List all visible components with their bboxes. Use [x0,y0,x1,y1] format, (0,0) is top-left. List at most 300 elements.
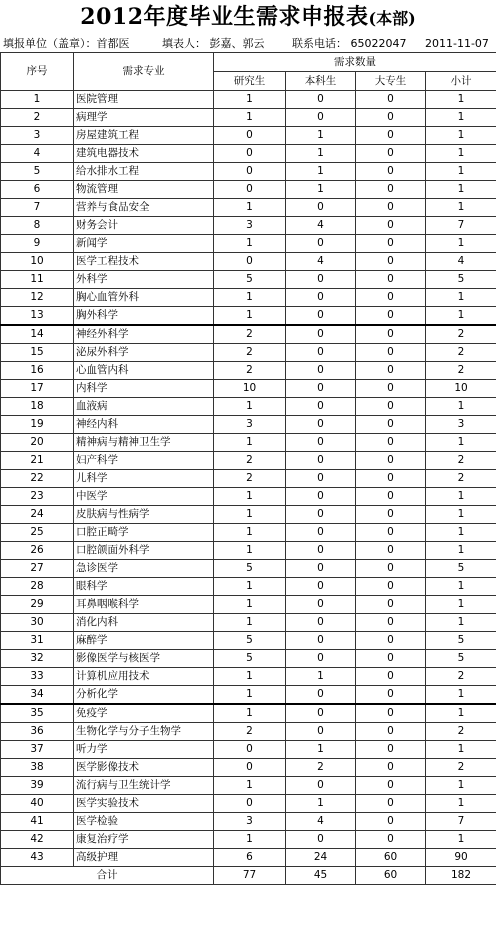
row-subtotal: 1 [426,434,496,452]
table-row [1,759,496,777]
row-subtotal: 2 [426,470,496,488]
table-row [1,253,496,271]
row-college: 0 [356,813,426,831]
row-bachelor: 0 [286,452,356,470]
row-college: 0 [356,596,426,614]
table-row [1,127,496,145]
row-college: 0 [356,163,426,181]
row-seq: 9 [1,235,74,253]
row-college: 0 [356,109,426,127]
row-seq: 7 [1,199,74,217]
row-grad: 0 [214,163,286,181]
row-college: 0 [356,434,426,452]
row-major: 营养与食品安全 [74,199,214,217]
row-bachelor: 0 [286,434,356,452]
row-subtotal: 1 [426,199,496,217]
table-row [1,795,496,813]
row-seq: 33 [1,668,74,686]
row-bachelor: 1 [286,181,356,199]
row-bachelor: 0 [286,109,356,127]
row-seq: 23 [1,488,74,506]
row-bachelor: 0 [286,704,356,723]
info-line [0,35,496,52]
row-seq: 2 [1,109,74,127]
row-bachelor: 1 [286,741,356,759]
table-row [1,650,496,668]
row-seq: 41 [1,813,74,831]
row-seq: 43 [1,849,74,867]
table-row [1,542,496,560]
row-grad: 2 [214,723,286,741]
table-row [1,668,496,686]
row-bachelor: 0 [286,578,356,596]
row-seq: 22 [1,470,74,488]
row-seq: 17 [1,380,74,398]
row-seq: 21 [1,452,74,470]
row-subtotal: 1 [426,307,496,326]
row-college: 0 [356,416,426,434]
row-bachelor: 1 [286,668,356,686]
table-row [1,416,496,434]
row-major: 口腔颌面外科学 [74,542,214,560]
row-subtotal: 1 [426,398,496,416]
row-grad: 1 [214,704,286,723]
row-college: 0 [356,344,426,362]
row-bachelor: 24 [286,849,356,867]
row-major: 外科学 [74,271,214,289]
header-subtotal: 小计 [426,72,496,91]
row-subtotal: 1 [426,614,496,632]
row-bachelor: 1 [286,145,356,163]
row-college: 0 [356,506,426,524]
row-seq: 25 [1,524,74,542]
table-row [1,686,496,705]
row-seq: 5 [1,163,74,181]
row-major: 皮肤病与性病学 [74,506,214,524]
row-major: 中医学 [74,488,214,506]
table-row [1,91,496,109]
row-seq: 15 [1,344,74,362]
row-major: 物流管理 [74,181,214,199]
table-row [1,109,496,127]
row-major: 消化内科 [74,614,214,632]
row-grad: 1 [214,289,286,307]
row-college: 0 [356,542,426,560]
row-bachelor: 4 [286,813,356,831]
row-subtotal: 10 [426,380,496,398]
table-row [1,506,496,524]
row-subtotal: 1 [426,145,496,163]
row-college: 0 [356,723,426,741]
row-grad: 6 [214,849,286,867]
row-major: 医院管理 [74,91,214,109]
row-major: 耳鼻咽喉科学 [74,596,214,614]
row-major: 病理学 [74,109,214,127]
row-seq: 12 [1,289,74,307]
table-row [1,578,496,596]
table-row [1,488,496,506]
row-college: 0 [356,145,426,163]
row-college: 0 [356,650,426,668]
row-major: 眼科学 [74,578,214,596]
row-grad: 0 [214,741,286,759]
row-subtotal: 2 [426,325,496,344]
row-college: 0 [356,181,426,199]
row-bachelor: 0 [286,560,356,578]
row-college: 0 [356,795,426,813]
row-subtotal: 90 [426,849,496,867]
table-row [1,217,496,235]
row-bachelor: 0 [286,91,356,109]
row-grad: 1 [214,235,286,253]
row-major: 儿科学 [74,470,214,488]
row-college: 0 [356,777,426,795]
row-college: 0 [356,325,426,344]
row-subtotal: 1 [426,741,496,759]
row-grad: 1 [214,777,286,795]
row-bachelor: 0 [286,235,356,253]
row-college: 0 [356,199,426,217]
total-bachelor: 45 [286,867,356,885]
demand-table-wrapper [0,52,496,885]
row-grad: 1 [214,668,286,686]
row-grad: 2 [214,325,286,344]
row-major: 听力学 [74,741,214,759]
row-bachelor: 4 [286,253,356,271]
row-college: 0 [356,668,426,686]
row-major: 医学检验 [74,813,214,831]
row-grad: 5 [214,271,286,289]
row-seq: 19 [1,416,74,434]
row-college: 0 [356,759,426,777]
row-major: 精神病与精神卫生学 [74,434,214,452]
table-row [1,777,496,795]
row-bachelor: 0 [286,614,356,632]
row-major: 康复治疗学 [74,831,214,849]
row-major: 房屋建筑工程 [74,127,214,145]
row-grad: 1 [214,488,286,506]
table-row [1,398,496,416]
row-major: 免疫学 [74,704,214,723]
row-bachelor: 0 [286,831,356,849]
row-bachelor: 0 [286,199,356,217]
table-row [1,632,496,650]
row-seq: 29 [1,596,74,614]
table-row [1,289,496,307]
row-college: 0 [356,289,426,307]
row-subtotal: 7 [426,813,496,831]
row-subtotal: 1 [426,506,496,524]
table-row [1,344,496,362]
row-seq: 42 [1,831,74,849]
row-seq: 8 [1,217,74,235]
row-subtotal: 2 [426,452,496,470]
row-subtotal: 1 [426,524,496,542]
row-seq: 10 [1,253,74,271]
header-major: 需求专业 [74,53,214,91]
row-grad: 0 [214,253,286,271]
row-major: 口腔正畸学 [74,524,214,542]
row-grad: 2 [214,362,286,380]
row-subtotal: 1 [426,289,496,307]
row-seq: 39 [1,777,74,795]
row-bachelor: 0 [286,470,356,488]
row-major: 分析化学 [74,686,214,705]
row-subtotal: 1 [426,235,496,253]
row-subtotal: 7 [426,217,496,235]
row-seq: 26 [1,542,74,560]
row-subtotal: 2 [426,362,496,380]
row-subtotal: 1 [426,163,496,181]
header-row-1 [1,53,496,72]
table-row [1,741,496,759]
row-seq: 27 [1,560,74,578]
row-bachelor: 1 [286,795,356,813]
row-major: 神经内科 [74,416,214,434]
row-seq: 11 [1,271,74,289]
row-seq: 31 [1,632,74,650]
row-bachelor: 0 [286,325,356,344]
row-subtotal: 1 [426,91,496,109]
row-bachelor: 0 [286,506,356,524]
row-major: 高级护理 [74,849,214,867]
row-major: 心血管内科 [74,362,214,380]
page-title [0,0,496,34]
row-bachelor: 0 [286,723,356,741]
row-college: 0 [356,217,426,235]
row-grad: 1 [214,109,286,127]
row-bachelor: 0 [286,398,356,416]
row-grad: 1 [214,307,286,326]
row-bachelor: 0 [286,777,356,795]
row-seq: 37 [1,741,74,759]
row-seq: 36 [1,723,74,741]
total-college: 60 [356,867,426,885]
row-grad: 3 [214,217,286,235]
row-subtotal: 1 [426,127,496,145]
table-row [1,380,496,398]
table-row [1,434,496,452]
row-grad: 1 [214,506,286,524]
row-bachelor: 0 [286,596,356,614]
row-grad: 3 [214,813,286,831]
row-grad: 1 [214,596,286,614]
row-subtotal: 5 [426,560,496,578]
row-grad: 1 [214,199,286,217]
row-college: 0 [356,578,426,596]
demand-table [0,52,496,885]
row-bachelor: 4 [286,217,356,235]
table-row [1,307,496,326]
row-seq: 16 [1,362,74,380]
row-college: 0 [356,686,426,705]
row-college: 0 [356,91,426,109]
row-seq: 35 [1,704,74,723]
row-subtotal: 2 [426,759,496,777]
row-bachelor: 0 [286,380,356,398]
row-seq: 24 [1,506,74,524]
row-major: 给水排水工程 [74,163,214,181]
row-grad: 1 [214,686,286,705]
row-seq: 32 [1,650,74,668]
filler-field: 填表人： 彭嘉、郭云 [162,37,265,50]
table-row [1,470,496,488]
row-bachelor: 2 [286,759,356,777]
row-grad: 1 [214,578,286,596]
row-subtotal: 1 [426,109,496,127]
row-grad: 2 [214,452,286,470]
header-bachelor: 本科生 [286,72,356,91]
row-subtotal: 3 [426,416,496,434]
row-college: 0 [356,560,426,578]
header-grad: 研究生 [214,72,286,91]
row-grad: 2 [214,344,286,362]
row-seq: 38 [1,759,74,777]
row-seq: 20 [1,434,74,452]
date-field: 2011-11-07 [425,37,489,50]
row-college: 0 [356,452,426,470]
row-bachelor: 1 [286,163,356,181]
phone-field: 联系电话： 65022047 [292,37,407,50]
row-grad: 5 [214,650,286,668]
row-subtotal: 1 [426,795,496,813]
row-grad: 0 [214,127,286,145]
table-row [1,524,496,542]
row-grad: 10 [214,380,286,398]
row-major: 血液病 [74,398,214,416]
row-bachelor: 0 [286,686,356,705]
row-major: 麻醉学 [74,632,214,650]
row-grad: 1 [214,524,286,542]
table-row [1,452,496,470]
title-main: 2012年度毕业生需求申报表 [80,4,369,30]
row-college: 0 [356,362,426,380]
row-college: 0 [356,470,426,488]
row-grad: 2 [214,470,286,488]
row-seq: 4 [1,145,74,163]
row-seq: 40 [1,795,74,813]
row-bachelor: 0 [286,271,356,289]
row-major: 流行病与卫生统计学 [74,777,214,795]
total-row [1,867,496,885]
row-grad: 0 [214,759,286,777]
row-subtotal: 2 [426,344,496,362]
row-college: 0 [356,614,426,632]
table-row [1,271,496,289]
table-row [1,235,496,253]
row-major: 医学工程技术 [74,253,214,271]
row-college: 0 [356,741,426,759]
row-subtotal: 4 [426,253,496,271]
header-demand: 需求数量 [214,53,496,72]
row-college: 0 [356,127,426,145]
row-major: 神经外科学 [74,325,214,344]
row-subtotal: 5 [426,650,496,668]
table-row [1,163,496,181]
row-subtotal: 1 [426,831,496,849]
row-bachelor: 0 [286,362,356,380]
row-grad: 1 [214,91,286,109]
row-seq: 14 [1,325,74,344]
row-bachelor: 0 [286,307,356,326]
row-major: 建筑电器技术 [74,145,214,163]
row-major: 泌尿外科学 [74,344,214,362]
total-grad: 77 [214,867,286,885]
row-major: 计算机应用技术 [74,668,214,686]
row-major: 影像医学与核医学 [74,650,214,668]
row-grad: 1 [214,614,286,632]
row-grad: 1 [214,831,286,849]
row-college: 0 [356,307,426,326]
unit-field: 填报单位（盖章）：首都医 [3,37,130,50]
row-subtotal: 2 [426,723,496,741]
row-bachelor: 0 [286,650,356,668]
row-seq: 6 [1,181,74,199]
table-row [1,723,496,741]
table-row [1,145,496,163]
row-bachelor: 0 [286,416,356,434]
table-row [1,849,496,867]
row-subtotal: 2 [426,668,496,686]
row-grad: 0 [214,181,286,199]
row-major: 生物化学与分子生物学 [74,723,214,741]
row-grad: 5 [214,632,286,650]
row-subtotal: 5 [426,632,496,650]
row-major: 新闻学 [74,235,214,253]
row-subtotal: 1 [426,596,496,614]
row-grad: 1 [214,398,286,416]
header-college: 大专生 [356,72,426,91]
row-subtotal: 5 [426,271,496,289]
row-college: 0 [356,398,426,416]
row-subtotal: 1 [426,686,496,705]
row-subtotal: 1 [426,704,496,723]
table-row [1,560,496,578]
row-seq: 28 [1,578,74,596]
row-subtotal: 1 [426,181,496,199]
row-bachelor: 0 [286,524,356,542]
row-bachelor: 0 [286,632,356,650]
row-bachelor: 1 [286,127,356,145]
row-college: 0 [356,235,426,253]
row-subtotal: 1 [426,542,496,560]
table-row [1,596,496,614]
row-subtotal: 1 [426,488,496,506]
table-row [1,181,496,199]
row-grad: 0 [214,795,286,813]
row-college: 0 [356,488,426,506]
row-seq: 1 [1,91,74,109]
row-major: 医学影像技术 [74,759,214,777]
row-college: 0 [356,271,426,289]
table-row [1,362,496,380]
row-bachelor: 0 [286,488,356,506]
table-body [1,91,496,867]
row-seq: 3 [1,127,74,145]
row-bachelor: 0 [286,542,356,560]
row-college: 0 [356,524,426,542]
row-college: 0 [356,632,426,650]
row-grad: 0 [214,145,286,163]
row-seq: 13 [1,307,74,326]
total-subtotal: 182 [426,867,496,885]
row-college: 0 [356,380,426,398]
row-college: 0 [356,704,426,723]
row-major: 急诊医学 [74,560,214,578]
row-major: 医学实验技术 [74,795,214,813]
row-major: 胸外科学 [74,307,214,326]
row-grad: 1 [214,434,286,452]
